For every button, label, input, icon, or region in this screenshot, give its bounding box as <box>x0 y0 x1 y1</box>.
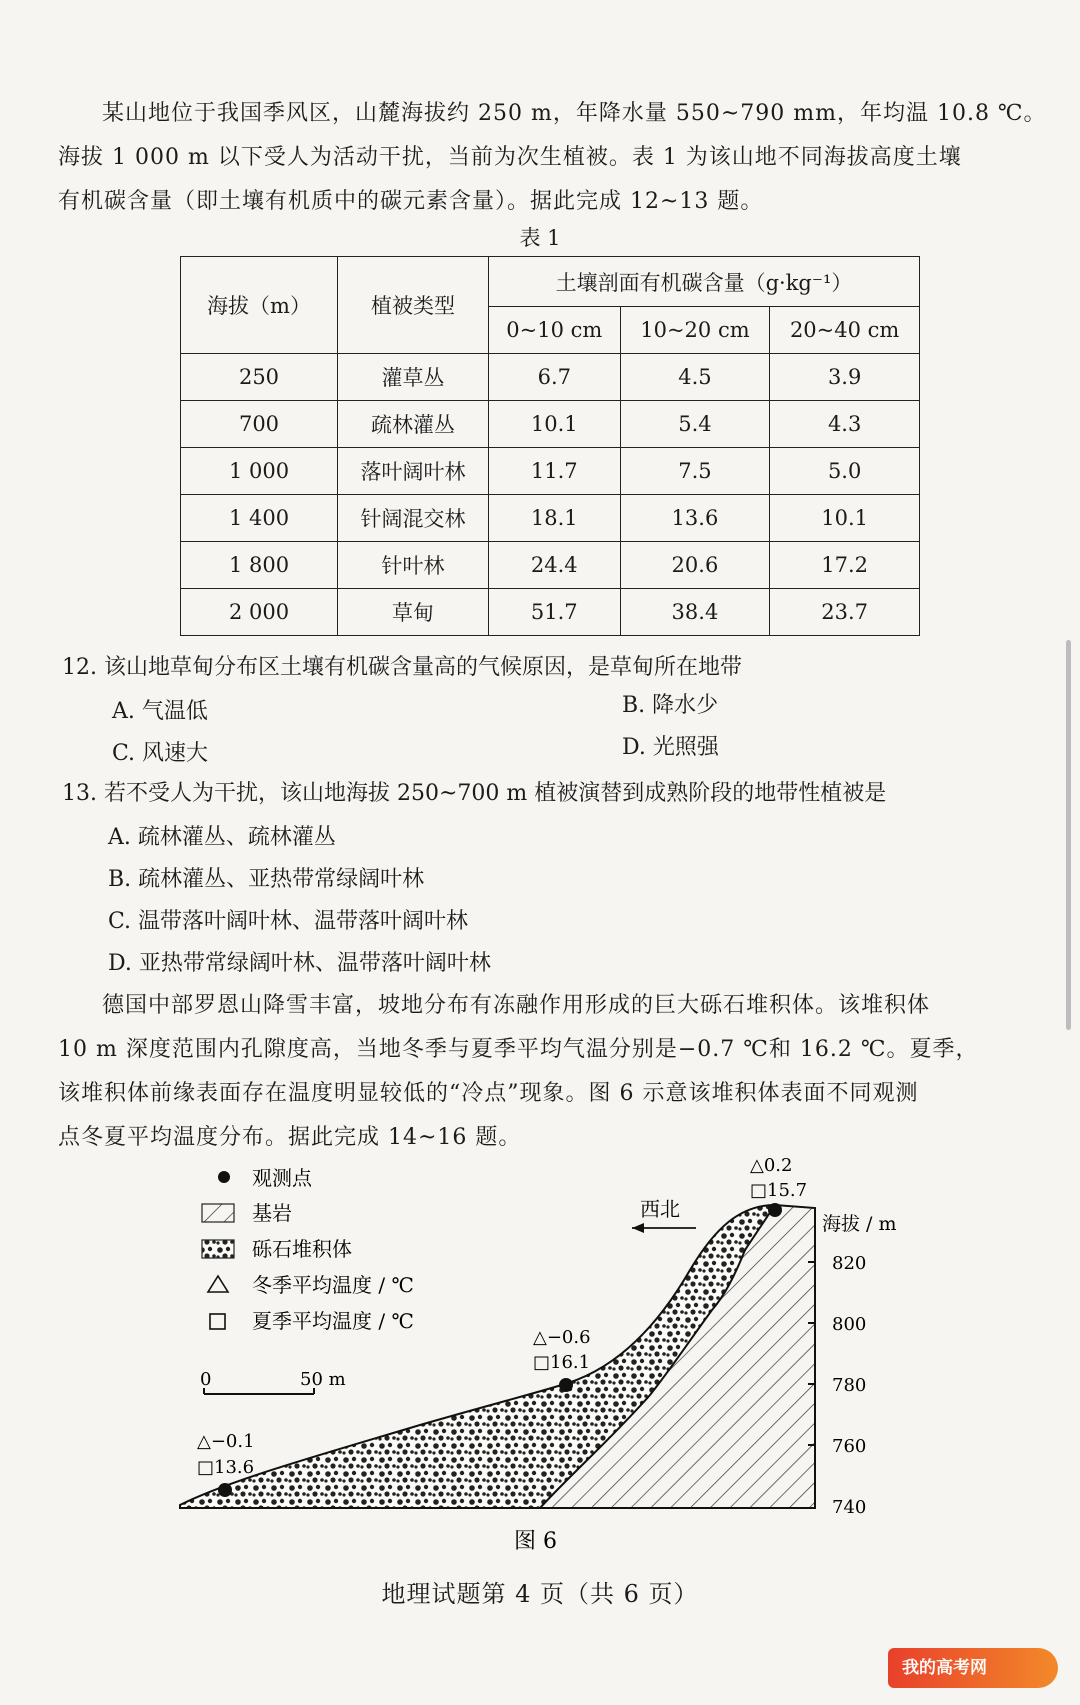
q13-option-d[interactable]: D. 亚热带常绿阔叶林、温带落叶阔叶林 <box>108 951 491 976</box>
cell-vegetation: 草甸 <box>338 589 489 636</box>
cell-value: 7.5 <box>620 448 770 495</box>
cell-value: 4.5 <box>620 354 770 401</box>
q12-option-d[interactable]: D. 光照强 <box>622 735 719 760</box>
cell-value: 4.3 <box>770 401 920 448</box>
legend-winter-label: 冬季平均温度 / ℃ <box>252 1273 414 1297</box>
q13-option-a[interactable]: A. 疏林灌丛、疏林灌丛 <box>108 825 336 850</box>
altitude-tick-label: 760 <box>832 1436 867 1457</box>
cell-value: 3.9 <box>770 354 920 401</box>
cell-vegetation: 针阔混交林 <box>338 495 489 542</box>
cell-value: 6.7 <box>489 354 621 401</box>
cell-altitude: 1 800 <box>181 542 338 589</box>
scrollbar[interactable] <box>1066 640 1071 1030</box>
cell-vegetation: 灌草丛 <box>338 354 489 401</box>
cell-value: 38.4 <box>620 589 770 636</box>
header-depth: 0~10 cm <box>489 307 621 354</box>
point-middle-summer: □16.1 <box>533 1352 591 1373</box>
altitude-tick-label: 740 <box>832 1497 867 1518</box>
legend-bedrock-icon <box>202 1204 234 1222</box>
intro2-line: 10 m 深度范围内孔隙度高，当地冬季与夏季平均气温分别是−0.7 ℃和 16.2 ℃。夏季， <box>58 1037 979 1062</box>
cell-altitude: 2 000 <box>181 589 338 636</box>
point-middle-winter: △−0.6 <box>533 1327 591 1348</box>
intro1-line: 海拔 1 000 m 以下受人为活动干扰，当前为次生植被。表 1 为该山地不同海拔高度土壤 <box>58 145 962 170</box>
cell-altitude: 250 <box>181 354 338 401</box>
direction-label: 西北 <box>640 1197 680 1221</box>
altitude-tick-label: 800 <box>832 1314 867 1335</box>
scale-length-label: 50 m <box>300 1369 346 1390</box>
cell-value: 18.1 <box>489 495 621 542</box>
cell-value: 24.4 <box>489 542 621 589</box>
cell-value: 5.0 <box>770 448 920 495</box>
intro2-line: 德国中部罗恩山降雪丰富，坡地分布有冻融作用形成的巨大砾石堆积体。该堆积体 <box>102 993 931 1018</box>
intro2-line: 点冬夏平均温度分布。据此完成 14~16 题。 <box>58 1125 522 1150</box>
altitude-axis <box>808 1208 897 1518</box>
northwest-arrow <box>632 1197 696 1233</box>
legend-bedrock-label: 基岩 <box>252 1201 292 1225</box>
altitude-axis-title: 海拔 / m <box>822 1213 897 1235</box>
intro1-line: 有机碳含量（即土壤有机质中的碳元素含量）。据此完成 12~13 题。 <box>58 189 764 214</box>
point-low-winter: △−0.1 <box>197 1431 255 1452</box>
cell-value: 17.2 <box>770 542 920 589</box>
cell-value: 5.4 <box>620 401 770 448</box>
legend-point-label: 观测点 <box>252 1166 312 1190</box>
legend-point-icon <box>218 1171 230 1183</box>
q12-option-a[interactable]: A. 气温低 <box>112 699 208 724</box>
legend-debris-icon <box>202 1240 234 1258</box>
cell-value: 10.1 <box>770 495 920 542</box>
intro2-line: 该堆积体前缘表面存在温度明显较低的“冷点”现象。图 6 示意该堆积体表面不同观测 <box>58 1081 919 1106</box>
legend-debris-label: 砾石堆积体 <box>252 1237 352 1261</box>
cell-altitude: 1 000 <box>181 448 338 495</box>
cell-value: 10.1 <box>489 401 621 448</box>
cell-altitude: 700 <box>181 401 338 448</box>
cell-altitude: 1 400 <box>181 495 338 542</box>
figure-legend <box>202 1166 414 1333</box>
legend-summer-icon <box>210 1314 225 1329</box>
table-caption: 表 1 <box>519 226 561 250</box>
q13-option-b[interactable]: B. 疏林灌丛、亚热带常绿阔叶林 <box>108 867 425 892</box>
cell-vegetation: 疏林灌丛 <box>338 401 489 448</box>
q13-option-c[interactable]: C. 温带落叶阔叶林、温带落叶阔叶林 <box>108 909 469 934</box>
figure-caption: 图 6 <box>514 1529 557 1554</box>
q12-option-b[interactable]: B. 降水少 <box>622 693 719 718</box>
page-footer: 地理试题第 4 页（共 6 页） <box>381 1580 699 1608</box>
cell-value: 20.6 <box>620 542 770 589</box>
legend-summer-label: 夏季平均温度 / ℃ <box>252 1309 414 1333</box>
scale-zero-label: 0 <box>200 1369 212 1390</box>
question-12-stem: 12. 该山地草甸分布区土壤有机碳含量高的气候原因，是草甸所在地带 <box>62 655 742 680</box>
legend-winter-icon <box>208 1276 228 1292</box>
question-13-stem: 13. 若不受人为干扰，该山地海拔 250~700 m 植被演替到成熟阶段的地带性植被是 <box>62 781 887 806</box>
watermark-badge: 我的高考网 <box>888 1648 1058 1688</box>
header-altitude: 海拔（m） <box>181 257 338 354</box>
scale-bar <box>200 1369 346 1394</box>
altitude-tick-label: 780 <box>832 1375 867 1396</box>
cell-value: 23.7 <box>770 589 920 636</box>
intro1-line: 某山地位于我国季风区，山麓海拔约 250 m，年降水量 550~790 mm，年均温 10.8 ℃。 <box>102 101 1047 126</box>
cell-value: 51.7 <box>489 589 621 636</box>
header-carbon-group: 土壤剖面有机碳含量（g·kg⁻¹） <box>489 257 920 307</box>
cell-value: 11.7 <box>489 448 621 495</box>
header-depth: 10~20 cm <box>620 307 770 354</box>
point-low-summer: □13.6 <box>197 1457 255 1478</box>
cell-vegetation: 针叶林 <box>338 542 489 589</box>
q12-option-c[interactable]: C. 风速大 <box>112 741 209 766</box>
header-depth: 20~40 cm <box>770 307 920 354</box>
cell-vegetation: 落叶阔叶林 <box>338 448 489 495</box>
cell-value: 13.6 <box>620 495 770 542</box>
altitude-tick-label: 820 <box>832 1253 867 1274</box>
point-top-summer: □15.7 <box>750 1180 808 1201</box>
header-vegetation: 植被类型 <box>338 257 489 354</box>
point-top-winter: △0.2 <box>750 1155 793 1176</box>
